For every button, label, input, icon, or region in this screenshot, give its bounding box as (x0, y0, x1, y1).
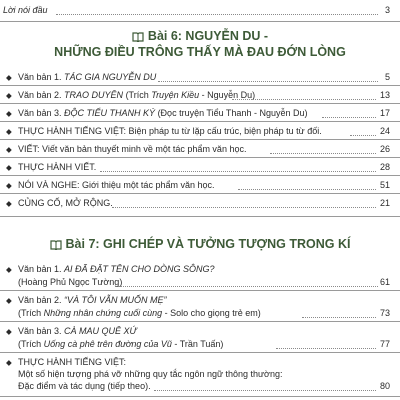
lesson7-title: Bài 7: GHI CHÉP VÀ TƯỞNG TƯỢNG TRONG KÍ (65, 237, 351, 251)
divider (0, 290, 400, 291)
lesson7-heading (0, 236, 400, 254)
divider (0, 85, 400, 86)
divider (0, 121, 400, 122)
entry-title: TÁC GIA NGUYỄN DU (64, 72, 157, 82)
divider (0, 157, 400, 158)
toc-entry[interactable] (0, 357, 390, 395)
entry-page: 51 (379, 180, 390, 190)
divider (0, 21, 400, 22)
divider (0, 139, 400, 140)
diamond-bullet-icon: ◆ (6, 181, 12, 190)
diamond-bullet-icon: ◆ (6, 265, 12, 274)
entry-prefix: Văn bản 2. (18, 90, 65, 100)
divider (0, 193, 400, 194)
book-icon (50, 238, 62, 254)
entry-subtitle-italic: Uống cà phê trên đường của Vũ (43, 339, 172, 349)
divider (0, 352, 400, 353)
entry-prefix: Văn bản 1. (18, 72, 65, 82)
entry-subtitle-line2: Đặc điểm và tác dụng (tiếp theo). (18, 381, 151, 391)
entry-prefix: Văn bản 1. (18, 264, 65, 274)
divider (0, 103, 400, 104)
entry-title: VIẾT: Viết văn bản thuyết minh về một tác phẩm văn học. (18, 144, 247, 154)
dot-leader (56, 13, 378, 15)
entry-subtitle: (Hoàng Phủ Ngọc Tường) (18, 277, 123, 287)
divider (0, 175, 400, 176)
toc-entry[interactable] (0, 295, 390, 319)
entry-subtitle-line1: Một số hiện tượng phá vỡ những quy tắc ngôn ngữ thông thường: (18, 369, 283, 379)
entry-title: CỦNG CỐ, MỞ RỘNG. (18, 198, 113, 208)
divider (0, 321, 400, 322)
entry-prefix: Văn bản 3. (18, 108, 65, 118)
diamond-bullet-icon: ◆ (6, 296, 12, 305)
entry-page: 13 (379, 90, 390, 100)
diamond-bullet-icon: ◆ (6, 163, 12, 172)
dot-leader (276, 347, 376, 349)
entry-title: CÀ MAU QUÊ XỨ (64, 326, 137, 336)
entry-note: (Đọc truyện Tiểu Thanh - Nguyễn Du) (155, 108, 308, 118)
entry-subtitle-italic: Những nhân chứng cuối cùng (43, 308, 163, 318)
entry-title: AI ĐÃ ĐẶT TÊN CHO DÒNG SÔNG? (64, 264, 215, 274)
entry-note-italic: Truyện Kiều (151, 90, 200, 100)
dot-leader (154, 389, 376, 391)
diamond-bullet-icon: ◆ (6, 199, 12, 208)
entry-subtitle-end: - Trần Tuấn) (171, 339, 224, 349)
entry-page: 5 (384, 72, 390, 82)
entry-page: 77 (379, 339, 390, 349)
entry-title: THỰC HÀNH TIẾNG VIỆT: Biện pháp tu từ lặp cấu trúc, biện pháp tu từ đối. (18, 126, 322, 136)
dot-leader (270, 152, 376, 154)
entry-page: 28 (379, 162, 390, 172)
diamond-bullet-icon: ◆ (6, 327, 12, 336)
dot-leader (112, 206, 376, 208)
divider (0, 216, 400, 217)
toc-entry[interactable] (0, 326, 390, 350)
dot-leader (302, 316, 376, 318)
dot-leader (350, 134, 376, 136)
entry-page: 24 (379, 126, 390, 136)
entry-title: NÓI VÀ NGHE: Giới thiệu một tác phẩm văn học. (18, 180, 215, 190)
entry-prefix: Văn bản 3. (18, 326, 65, 336)
entry-title: TRAO DUYÊN (64, 90, 124, 100)
diamond-bullet-icon: ◆ (6, 109, 12, 118)
entry-note: (Trích (123, 90, 152, 100)
divider (0, 396, 400, 397)
preface-page: 3 (384, 5, 390, 15)
lesson6-title: Bài 6: NGUYỄN DU - (147, 29, 269, 43)
dot-leader (238, 188, 376, 190)
entry-title: THỰC HÀNH VIẾT. (18, 162, 97, 172)
entry-title: “VÀ TÔI VẪN MUỐN MẸ” (64, 295, 167, 305)
diamond-bullet-icon: ◆ (6, 73, 12, 82)
preface-title: Lời nói đầu (3, 5, 48, 15)
dot-leader (158, 80, 378, 82)
entry-page: 61 (379, 277, 390, 287)
diamond-bullet-icon: ◆ (6, 358, 12, 367)
entry-page: 80 (379, 381, 390, 391)
dot-leader (232, 98, 376, 100)
dot-leader (322, 116, 376, 118)
lesson6-title-line2: NHỮNG ĐIỀU TRÔNG THẤY MÀ ĐAU ĐỚN LÒNG (54, 45, 346, 59)
diamond-bullet-icon: ◆ (6, 127, 12, 136)
entry-title: THỰC HÀNH TIẾNG VIỆT: (18, 357, 127, 367)
entry-note-end: - Nguyễn Du) (199, 90, 256, 100)
entry-subtitle-pre: (Trích (18, 339, 44, 349)
entry-page: 17 (379, 108, 390, 118)
entry-prefix: Văn bản 2. (18, 295, 65, 305)
entry-subtitle-end: - Solo cho giọng trẻ em) (162, 308, 261, 318)
entry-subtitle-pre: (Trích (18, 308, 44, 318)
diamond-bullet-icon: ◆ (6, 145, 12, 154)
entry-page: 21 (379, 198, 390, 208)
dot-leader (100, 170, 376, 172)
entry-page: 26 (379, 144, 390, 154)
toc-entry[interactable] (0, 264, 390, 288)
diamond-bullet-icon: ◆ (6, 91, 12, 100)
dot-leader (118, 285, 378, 287)
entry-page: 73 (379, 308, 390, 318)
entry-title: ĐỘC TIỂU THANH KÝ (64, 108, 156, 118)
